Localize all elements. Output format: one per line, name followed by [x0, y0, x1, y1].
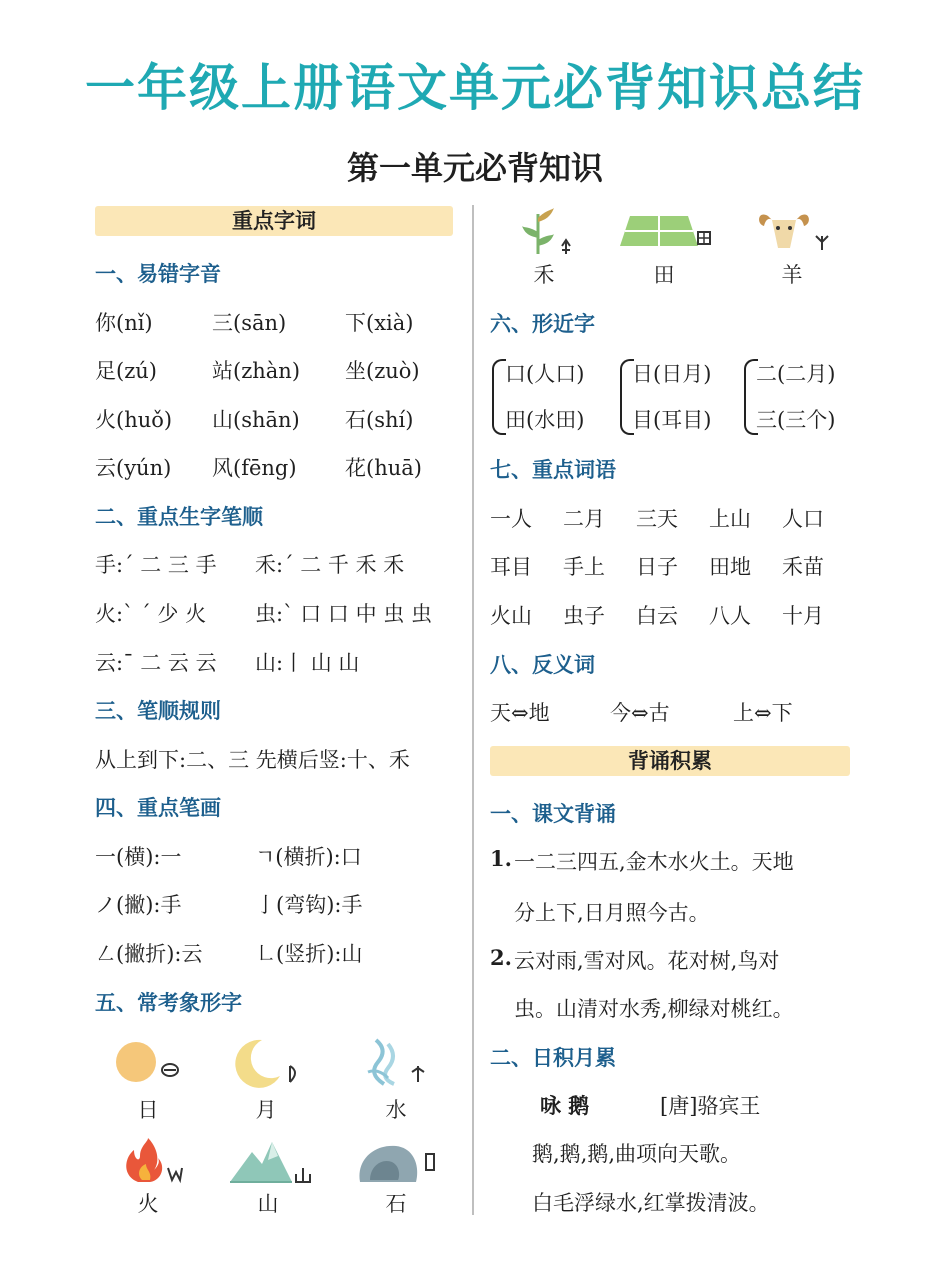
poem-title: 咏 鹅 [540, 1093, 590, 1118]
unit-subtitle: 第一单元必背知识 [346, 149, 603, 187]
stroke-item: 亅(弯钩):手 [255, 893, 363, 917]
pinyin-item: 你(nǐ) [95, 311, 153, 335]
stroke-order-item: 禾:ˊ 二 千 禾 禾 [255, 553, 405, 577]
field-icon [618, 210, 716, 252]
stroke-rule-line: 从上到下:二、三 先横后竖:十、禾 [95, 748, 410, 772]
word-item: 八人 [709, 604, 751, 628]
pictograph-caption: 田 [653, 263, 675, 287]
heading-daily-accumulation: 二、日积月累 [490, 1046, 616, 1070]
pinyin-item: 花(huā) [345, 456, 422, 480]
stroke-item: ㇜(撇折):云 [95, 942, 203, 966]
stroke-item: ㄱ(横折):口 [255, 845, 362, 869]
heading-similar-chars: 六、形近字 [490, 312, 595, 336]
pictograph-caption: 禾 [533, 263, 555, 287]
heading-text-recitation: 一、课文背诵 [490, 802, 616, 826]
pictograph-caption: 日 [137, 1098, 159, 1122]
pinyin-item: 火(huǒ) [95, 408, 173, 432]
word-item: 一人 [490, 507, 532, 531]
section-band-key-words: 重点字词 [95, 206, 453, 236]
heading-key-words: 七、重点词语 [490, 458, 616, 482]
word-item: 三天 [636, 507, 678, 531]
similar-char-item: 目(耳目) [632, 408, 712, 432]
word-item: 人口 [782, 507, 824, 531]
similar-char-item: 三(三个) [756, 408, 836, 432]
word-item: 火山 [490, 604, 532, 628]
column-divider [472, 205, 474, 1215]
pictograph-caption: 羊 [781, 263, 803, 287]
recitation-line: 虫。山清对水秀,柳绿对桃红。 [514, 997, 794, 1021]
poem-line: 白毛浮绿水,红掌拨清波。 [532, 1191, 770, 1215]
word-item: 虫子 [563, 604, 605, 628]
item-number: 2. [490, 945, 512, 970]
pinyin-item: 石(shí) [345, 408, 414, 432]
fire-icon [118, 1136, 184, 1186]
pictograph-caption: 水 [385, 1098, 407, 1122]
pinyin-item: 站(zhàn) [212, 359, 301, 383]
antonym-pair: 天⇔地 [490, 701, 550, 725]
antonym-pair: 今⇔古 [610, 701, 670, 725]
recitation-line: 云对雨,雪对风。花对树,鸟对 [514, 949, 780, 973]
pictograph-caption: 山 [257, 1192, 279, 1216]
section-band-recitation: 背诵积累 [490, 746, 850, 776]
word-item: 二月 [563, 507, 605, 531]
similar-char-item: 日(日月) [632, 362, 712, 386]
pinyin-item: 三(sān) [212, 311, 287, 335]
pinyin-item: 足(zú) [95, 359, 157, 383]
word-item: 上山 [709, 507, 751, 531]
poem-line: 鹅,鹅,鹅,曲项向天歌。 [532, 1142, 742, 1166]
stroke-order-item: 云:ˉ 二 云 云 [95, 651, 217, 675]
recitation-line: 一二三四五,金木水火土。天地 [514, 850, 794, 874]
pinyin-item: 风(fēng) [212, 456, 297, 480]
moon-icon [232, 1036, 308, 1088]
sun-icon [112, 1040, 182, 1088]
heading-key-strokes: 四、重点笔画 [95, 796, 221, 820]
water-icon [362, 1032, 438, 1088]
antonym-pair: 上⇔下 [733, 701, 793, 725]
word-item: 手上 [563, 555, 605, 579]
item-number: 1. [490, 846, 512, 871]
pinyin-item: 山(shān) [212, 408, 300, 432]
stroke-item: ノ(撇):手 [95, 893, 182, 917]
similar-char-item: 二(二月) [756, 362, 836, 386]
stroke-order-item: 虫:ˋ 口 口 中 虫 虫 [255, 602, 432, 626]
heading-stroke-rules: 三、笔顺规则 [95, 699, 221, 723]
word-item: 禾苗 [782, 555, 824, 579]
page-title: 一年级上册语文单元必背知识总结 [85, 59, 865, 117]
stroke-order-item: 手:ˊ 二 三 手 [95, 553, 217, 577]
heading-pictographs: 五、常考象形字 [95, 991, 242, 1015]
similar-char-item: 口(人口) [505, 362, 585, 386]
recitation-line: 分上下,日月照今古。 [514, 901, 710, 925]
brace-group-1 [492, 359, 506, 435]
stone-icon [356, 1140, 440, 1186]
word-item: 日子 [636, 555, 678, 579]
pictograph-caption: 火 [137, 1192, 159, 1216]
heading-pronunciation: 一、易错字音 [95, 262, 221, 286]
word-item: 十月 [782, 604, 824, 628]
heading-stroke-order: 二、重点生字笔顺 [95, 505, 263, 529]
pictograph-caption: 月 [255, 1098, 277, 1122]
heading-antonyms: 八、反义词 [490, 653, 595, 677]
word-item: 耳目 [490, 555, 532, 579]
pinyin-item: 下(xià) [345, 311, 414, 335]
pinyin-item: 坐(zuò) [345, 359, 420, 383]
word-item: 田地 [709, 555, 751, 579]
pinyin-item: 云(yún) [95, 456, 172, 480]
poem-author: [唐]骆宾王 [660, 1094, 761, 1118]
similar-char-item: 田(水田) [505, 408, 585, 432]
word-item: 白云 [636, 604, 678, 628]
sheep-icon [754, 206, 836, 256]
rice-plant-icon [512, 204, 582, 256]
stroke-order-item: 山:丨 山 山 [255, 651, 360, 675]
pictograph-caption: 石 [385, 1192, 407, 1216]
mountain-icon [228, 1136, 314, 1186]
stroke-item: 一(横):一 [95, 845, 182, 869]
stroke-order-item: 火:ˋ ˊ 少 火 [95, 602, 207, 626]
stroke-item: ㇗(竖折):山 [255, 942, 363, 966]
